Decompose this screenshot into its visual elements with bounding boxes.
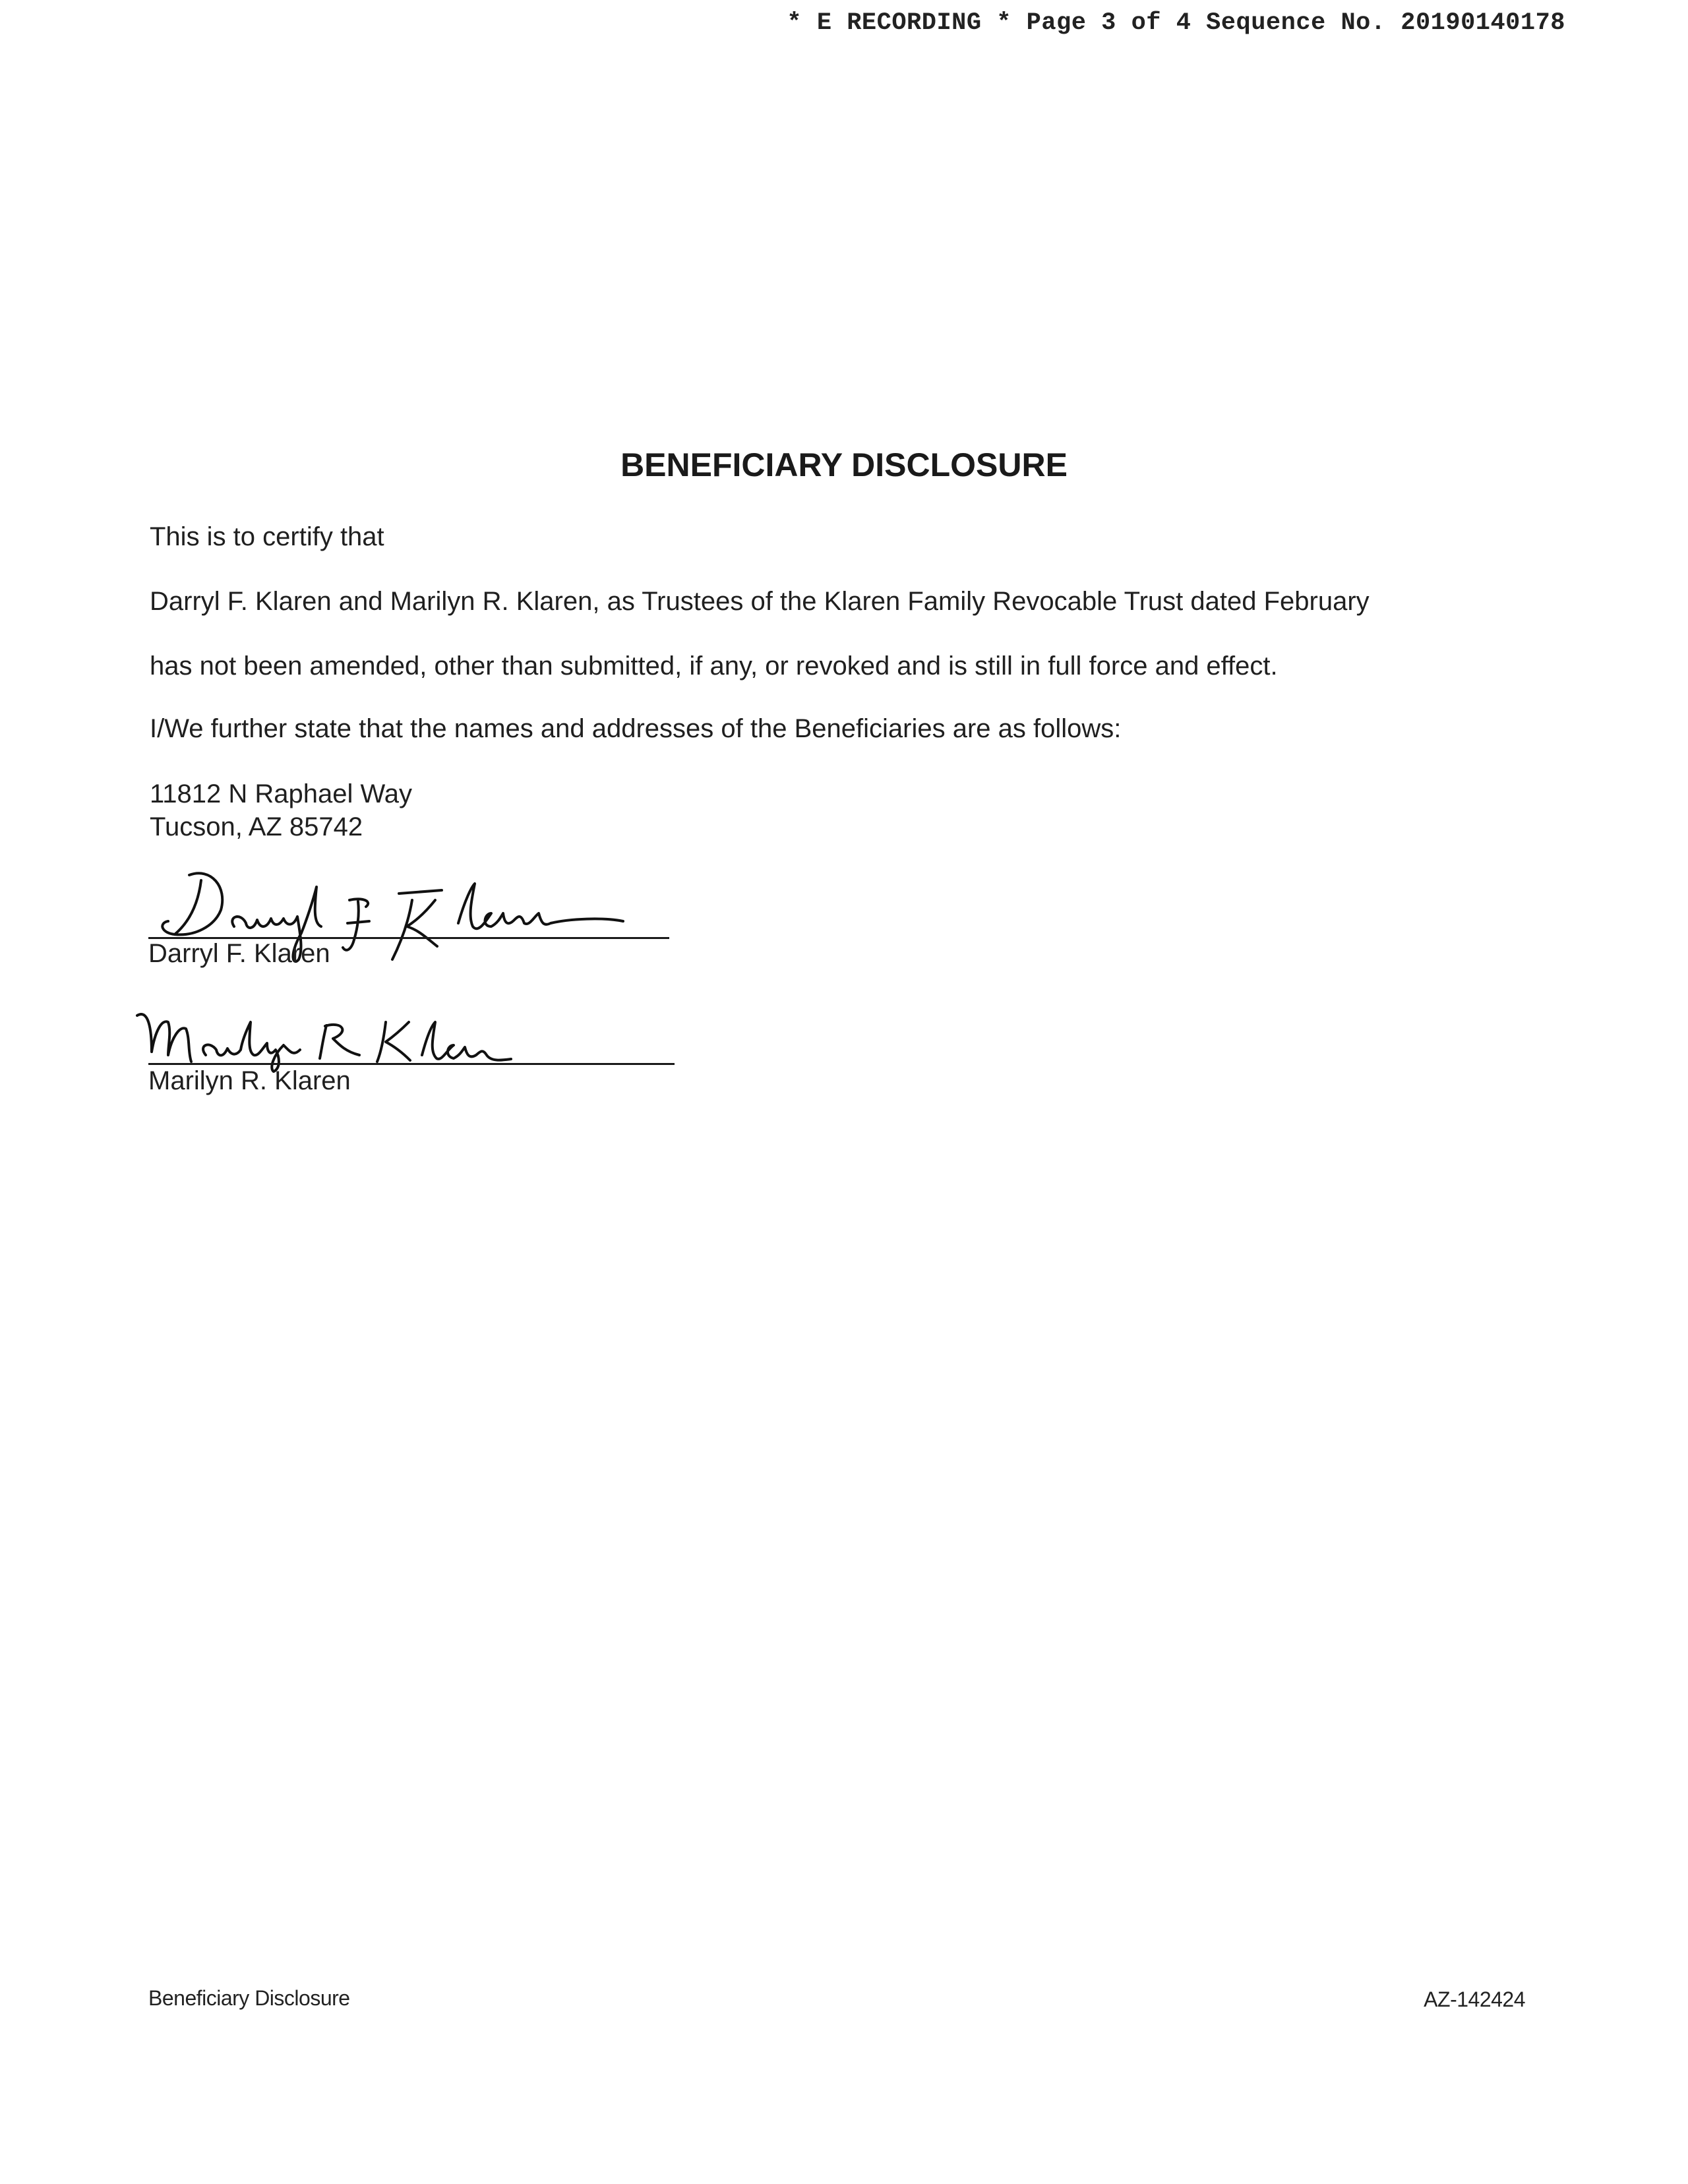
address-street: 11812 N Raphael Way [150, 779, 413, 808]
certify-intro: This is to certify that [150, 522, 384, 551]
footer-form-name: Beneficiary Disclosure [148, 1986, 350, 2010]
trust-statement-line-2: has not been amended, other than submitted, if any, or revoked and is still in full force and effect. [150, 652, 1278, 681]
beneficiaries-statement: I/We further state that the names and addresses of the Beneficiaries are as follows: [150, 714, 1122, 743]
signature-line [148, 1063, 675, 1065]
footer-form-code: AZ-142424 [1424, 1987, 1525, 2011]
signer-printed-name: Darryl F. Klaren [148, 939, 330, 968]
address-city-state-zip: Tucson, AZ 85742 [150, 812, 363, 841]
signer-printed-name: Marilyn R. Klaren [148, 1066, 351, 1095]
beneficiary-address [150, 777, 412, 843]
document-title: BENEFICIARY DISCLOSURE [620, 446, 1068, 483]
recording-stamp-header: * E RECORDING * Page 3 of 4 Sequence No. 20190140178 [787, 9, 1565, 37]
trust-statement-line-1: Darryl F. Klaren and Marilyn R. Klaren, as Trustees of the Klaren Family Revocable Trust dated February [150, 587, 1370, 616]
